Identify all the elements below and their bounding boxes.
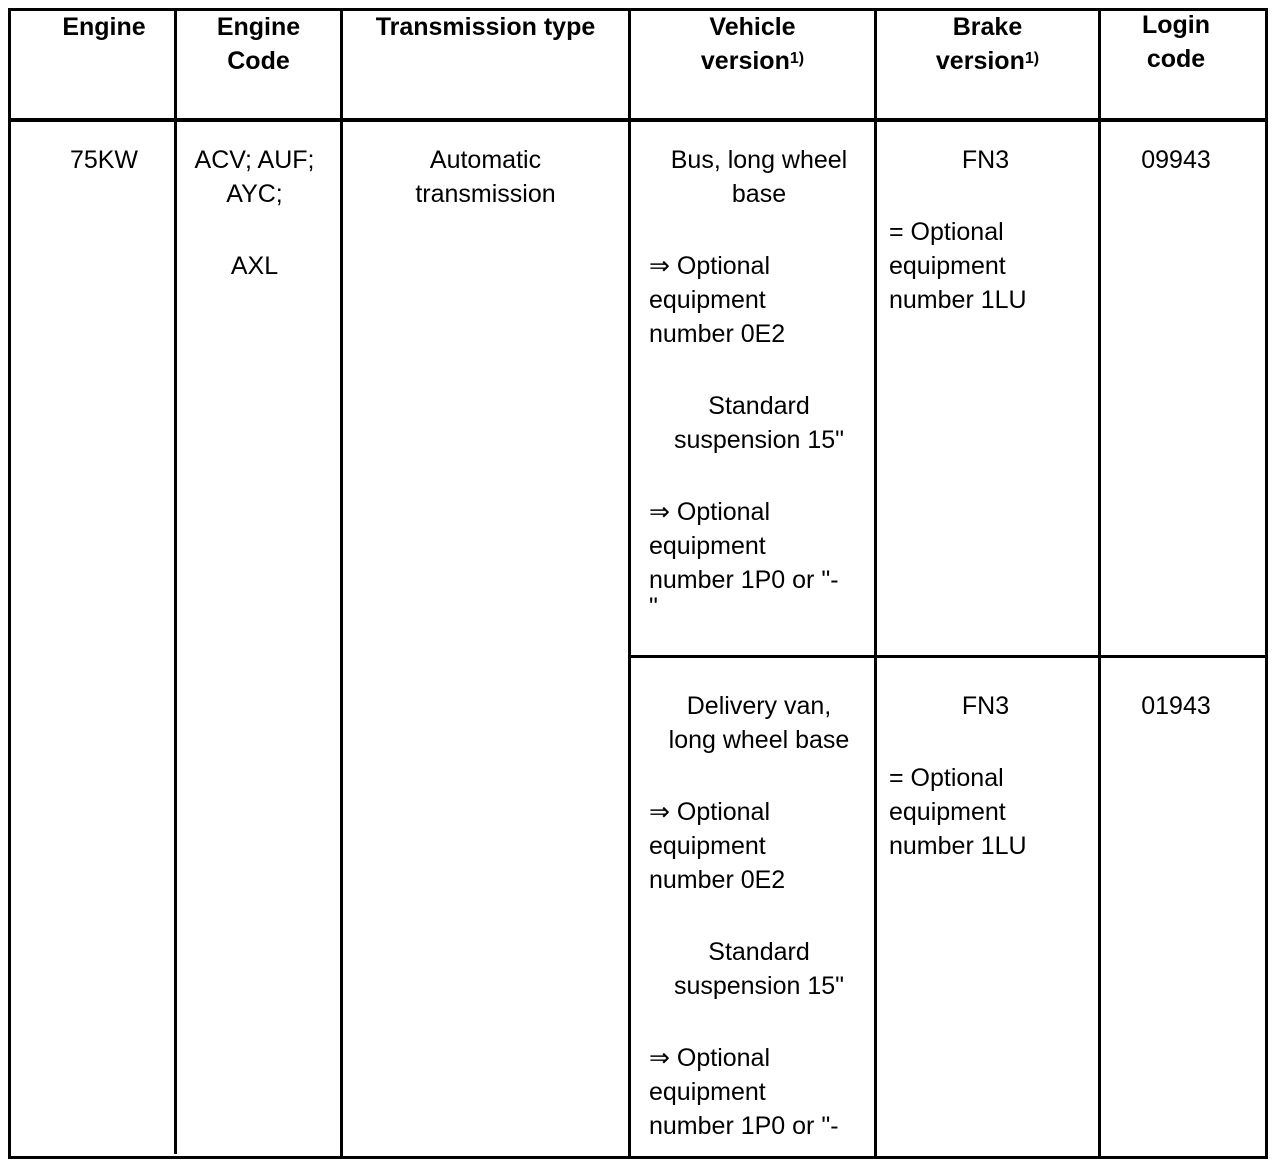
vehicle-2-title-line2: long wheel base bbox=[668, 726, 850, 754]
brake-2-opt-line2: equipment bbox=[889, 798, 1006, 826]
vehicle-2-title-line1: Delivery van, bbox=[686, 692, 832, 720]
cell-engine-code-line1: ACV; AUF; bbox=[194, 146, 315, 174]
vehicle-1-opt2-line1: ⇒ Optional bbox=[649, 498, 771, 526]
cell-vehicle-1 bbox=[649, 143, 869, 621]
vehicle-1-title-line2: base bbox=[731, 180, 787, 208]
header-engine-label: Engine bbox=[62, 13, 146, 41]
login-2-value: 01943 bbox=[1141, 692, 1211, 720]
cell-engine-code-line3: AXL bbox=[230, 252, 279, 280]
col-divider-3 bbox=[628, 8, 631, 1159]
vehicle-1-opt1-line2: equipment bbox=[649, 286, 766, 314]
header-login-line1: Login bbox=[1141, 11, 1211, 39]
brake-2-opt-line1: = Optional bbox=[889, 764, 1004, 792]
cell-transmission-line1: Automatic bbox=[429, 146, 542, 174]
vehicle-2-gap1 bbox=[649, 757, 869, 795]
subrow-divider bbox=[630, 655, 1268, 658]
cell-engine-code-gap bbox=[177, 211, 332, 249]
header-engine-code bbox=[177, 10, 340, 78]
cell-brake-2 bbox=[889, 689, 1094, 863]
vehicle-2-gap3 bbox=[649, 1003, 869, 1041]
brake-1-opt-line1: = Optional bbox=[889, 218, 1004, 246]
header-transmission-label: Transmission type bbox=[375, 13, 596, 41]
header-vehicle-footnote: 1) bbox=[789, 50, 805, 67]
cell-brake-1 bbox=[889, 143, 1094, 317]
col-divider-5 bbox=[1098, 8, 1101, 1159]
brake-2-code: FN3 bbox=[961, 692, 1010, 720]
cell-engine-code-line2: AYC; bbox=[226, 180, 283, 208]
brake-2-opt-line3: number 1LU bbox=[889, 832, 1027, 860]
header-brake-line2-text: version bbox=[935, 47, 1025, 75]
brake-1-opt-line2: equipment bbox=[889, 252, 1006, 280]
vehicle-2-opt1-line2: equipment bbox=[649, 832, 766, 860]
vehicle-1-opt1-line1: ⇒ Optional bbox=[649, 252, 771, 280]
brake-1-opt-line3: number 1LU bbox=[889, 286, 1027, 314]
vehicle-1-title-line1: Bus, long wheel bbox=[670, 146, 848, 174]
table-left-border bbox=[8, 8, 11, 1159]
vehicle-2-opt2-line3: number 1P0 or "- bbox=[649, 1112, 839, 1140]
vehicle-2-opt1-line3: number 0E2 bbox=[649, 866, 786, 894]
brake-1-code: FN3 bbox=[961, 146, 1010, 174]
table-bottom-border bbox=[8, 1156, 1268, 1159]
header-vehicle-line2-text: version bbox=[700, 47, 790, 75]
header-login-line2: code bbox=[1146, 45, 1206, 73]
header-login-code bbox=[1101, 8, 1251, 76]
vehicle-1-susp-line2: suspension 15" bbox=[673, 426, 845, 454]
vehicle-1-opt2-line2: equipment bbox=[649, 532, 766, 560]
header-vehicle-line1: Vehicle bbox=[709, 13, 796, 41]
vehicle-2-susp-line1: Standard bbox=[708, 938, 810, 966]
vehicle-1-gap3 bbox=[649, 457, 869, 495]
cell-transmission bbox=[343, 143, 628, 211]
cell-engine bbox=[11, 143, 197, 177]
table-right-border bbox=[1265, 8, 1268, 1159]
vehicle-1-gap1 bbox=[649, 211, 869, 249]
vehicle-2-susp-line2: suspension 15" bbox=[673, 972, 845, 1000]
vehicle-1-opt2-line3: number 1P0 or "- bbox=[649, 566, 839, 594]
vehicle-1-gap2 bbox=[649, 351, 869, 389]
vehicle-1-opt1-line3: number 0E2 bbox=[649, 320, 786, 348]
header-engine-code-line1: Engine bbox=[216, 13, 301, 41]
cell-login-1 bbox=[1101, 143, 1251, 177]
vehicle-2-opt2-line2: equipment bbox=[649, 1078, 766, 1106]
header-brake-line2 bbox=[877, 44, 1098, 78]
header-brake-footnote: 1) bbox=[1024, 50, 1040, 67]
header-engine-code-line2: Code bbox=[227, 47, 290, 75]
vehicle-2-opt2-line1: ⇒ Optional bbox=[649, 1044, 771, 1072]
cell-engine-value: 75KW bbox=[69, 146, 139, 174]
vehicle-1-susp-line1: Standard bbox=[708, 392, 810, 420]
header-engine bbox=[11, 10, 197, 44]
header-vehicle-version bbox=[631, 10, 874, 78]
header-brake-version bbox=[877, 10, 1098, 78]
col-divider-4 bbox=[874, 8, 877, 1159]
header-vehicle-line2 bbox=[631, 44, 874, 78]
brake-2-gap bbox=[889, 723, 1094, 761]
cell-engine-code bbox=[177, 143, 332, 283]
cell-transmission-line2: transmission bbox=[415, 180, 556, 208]
brake-1-gap bbox=[889, 177, 1094, 215]
vehicle-2-gap2 bbox=[649, 897, 869, 935]
header-transmission bbox=[343, 10, 628, 44]
cell-vehicle-2 bbox=[649, 689, 869, 1143]
cell-login-2 bbox=[1101, 689, 1251, 723]
header-brake-line1: Brake bbox=[952, 13, 1023, 41]
header-bottom-border bbox=[8, 118, 1268, 122]
vehicle-2-opt1-line1: ⇒ Optional bbox=[649, 798, 771, 826]
vehicle-1-opt2-line4: " bbox=[649, 593, 658, 621]
login-1-value: 09943 bbox=[1141, 146, 1211, 174]
